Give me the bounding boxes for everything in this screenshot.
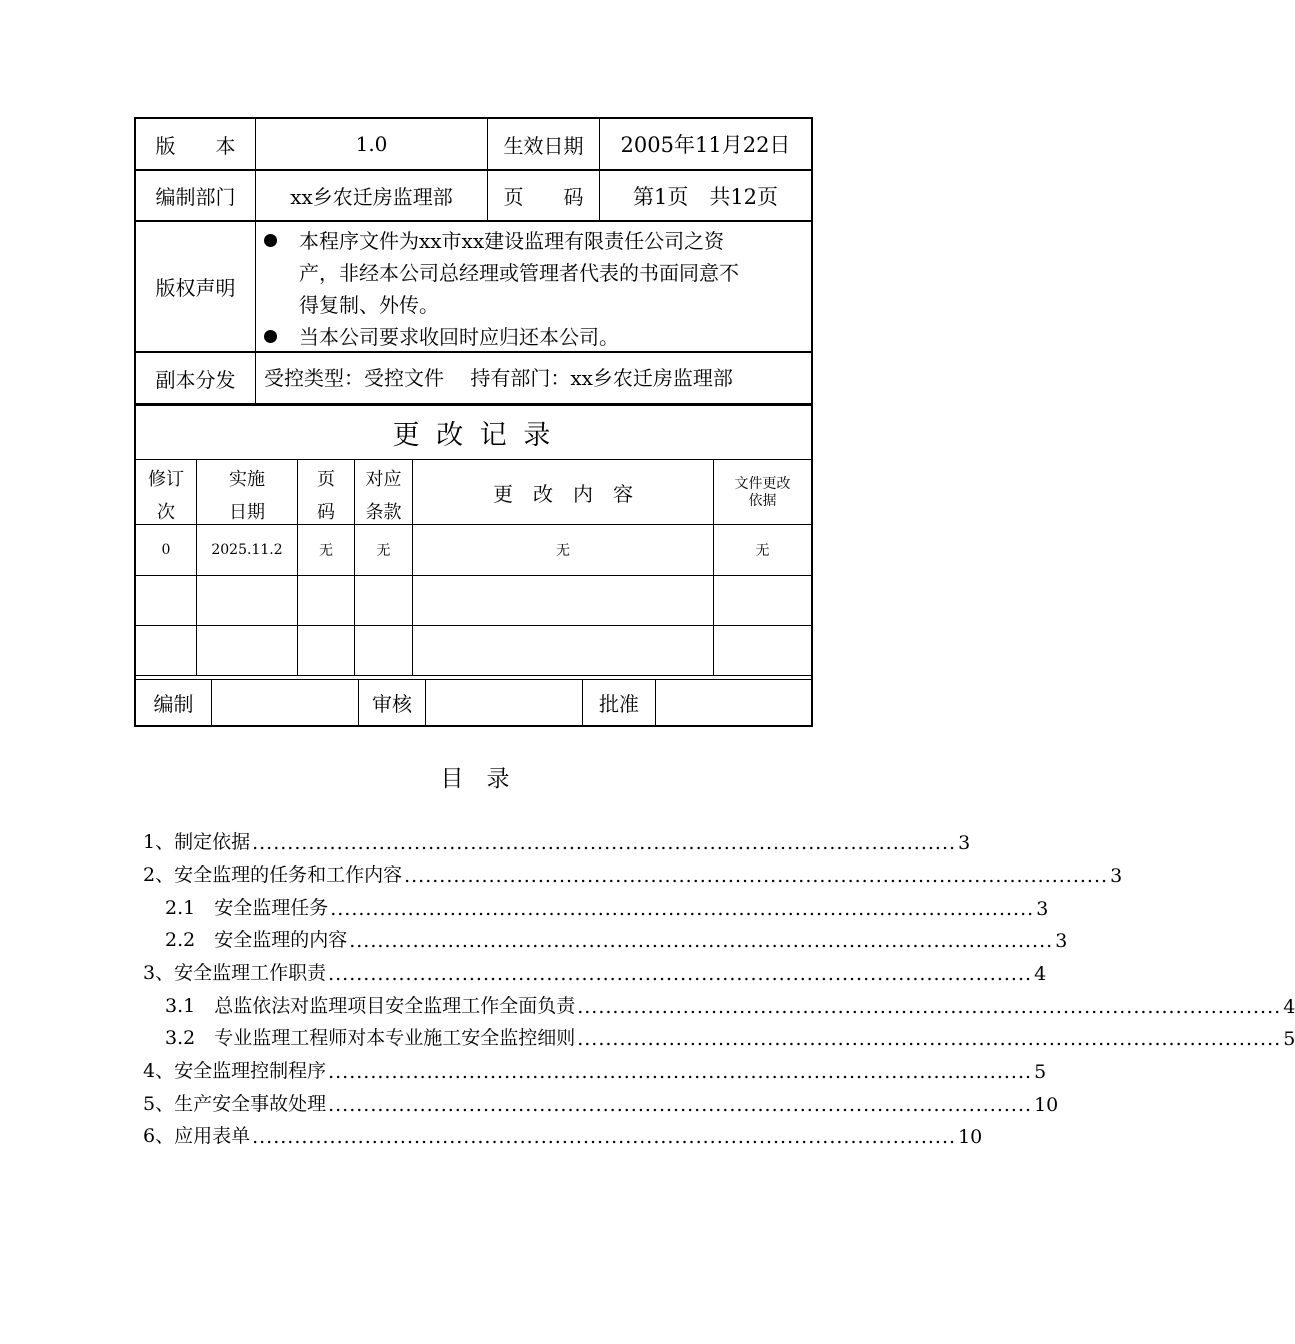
- effective-date-value: 2005年11月22日: [620, 133, 791, 157]
- toc-item[interactable]: 6、应用表单 .................................................................................................... 10: [143, 1125, 983, 1148]
- toc-item[interactable]: 2、安全监理的任务和工作内容 .................................................................................................... 3: [143, 864, 1123, 887]
- copyright-label: 版权声明: [155, 276, 236, 300]
- row-divider: [136, 575, 811, 576]
- cell-content: 无: [556, 543, 570, 559]
- compile-field: [212, 680, 358, 725]
- change-record-title: 更 改 记 录: [392, 420, 555, 451]
- effective-date-label: 生效日期: [503, 133, 584, 158]
- compile-label: 编制: [153, 692, 194, 716]
- col-header-date: 实施 日期: [229, 469, 265, 523]
- version-value: 1.0: [355, 132, 388, 156]
- version-label: 版 本: [155, 133, 236, 158]
- copyright-line: 产，非经本公司总经理或管理者代表的书面同意不: [299, 261, 739, 285]
- toc-item[interactable]: 1、制定依据 .................................................................................................... 3: [143, 831, 971, 854]
- toc-leader: ....................................................................................................: [328, 1061, 1033, 1083]
- row-divider: [136, 675, 811, 676]
- page-value: 第1页 共12页: [632, 184, 779, 209]
- page-label: 页 码: [503, 185, 584, 209]
- copy-distribution-label: 副本分发: [155, 367, 236, 392]
- review-label: 审核: [372, 692, 412, 716]
- dept-label: 编制部门: [155, 185, 236, 209]
- toc-leader: ....................................................................................................: [577, 996, 1282, 1018]
- document-control-table: [134, 117, 813, 727]
- toc-item[interactable]: 5、生产安全事故处理 .................................................................................................... 10: [143, 1093, 1059, 1116]
- toc-leader: ....................................................................................................: [330, 898, 1035, 920]
- cell-basis: 无: [755, 543, 770, 559]
- review-field: [426, 680, 582, 725]
- toc-item[interactable]: 3、安全监理工作职责 .................................................................................................... 4: [143, 962, 1047, 985]
- cell-page: 无: [319, 543, 333, 559]
- toc-leader: ....................................................................................................: [328, 1094, 1033, 1116]
- copy-distribution-value: 受控类型：受控文件 持有部门：xx乡农迁房监理部: [264, 366, 733, 390]
- col-header-content: 更 改 内 容: [493, 481, 633, 506]
- toc-leader: ....................................................................................................: [577, 1028, 1282, 1050]
- toc-leader: ....................................................................................................: [252, 1126, 957, 1148]
- bullet-icon: [264, 234, 277, 247]
- bullet-icon: [264, 330, 277, 343]
- approve-field: [656, 680, 811, 725]
- toc-title: 目 录: [440, 766, 510, 792]
- approve-label: 批准: [599, 692, 639, 716]
- copyright-line: 当本公司要求收回时应归还本公司。: [264, 321, 809, 353]
- toc-item[interactable]: 3.1 总监依法对监理项目安全监理工作全面负责 .................................................................................................... 4: [165, 995, 1295, 1018]
- toc-leader: ....................................................................................................: [328, 963, 1033, 985]
- toc-leader: ....................................................................................................: [404, 865, 1109, 887]
- col-header-basis: 文件更改 依据: [734, 476, 791, 509]
- toc-item[interactable]: 4、安全监理控制程序 .................................................................................................... 5: [143, 1060, 1047, 1083]
- col-header-clause: 对应 条款: [365, 469, 402, 523]
- col-header-page: 页 码: [317, 469, 335, 523]
- toc-item[interactable]: 2.1 安全监理任务 .................................................................................................... 3: [165, 897, 1049, 920]
- cell-date: 2025.11.2: [211, 542, 283, 558]
- copyright-statement: [264, 225, 809, 353]
- copyright-line: 本程序文件为xx市xx建设监理有限责任公司之资: [264, 225, 809, 257]
- col-header-revision: 修订 次: [148, 469, 184, 523]
- toc-leader: ....................................................................................................: [349, 930, 1054, 952]
- cell-clause: 无: [376, 543, 391, 559]
- toc-leader: ....................................................................................................: [252, 832, 957, 854]
- row-divider: [136, 625, 811, 626]
- copyright-line: 得复制、外传。: [299, 293, 439, 317]
- toc-item[interactable]: 2.2 安全监理的内容 .................................................................................................... 3: [165, 929, 1068, 952]
- dept-value: xx乡农迁房监理部: [290, 185, 453, 209]
- toc-item[interactable]: 3.2 专业监理工程师对本专业施工安全监控细则 .................................................................................................... 5: [165, 1027, 1295, 1050]
- cell-revision: 0: [161, 542, 171, 558]
